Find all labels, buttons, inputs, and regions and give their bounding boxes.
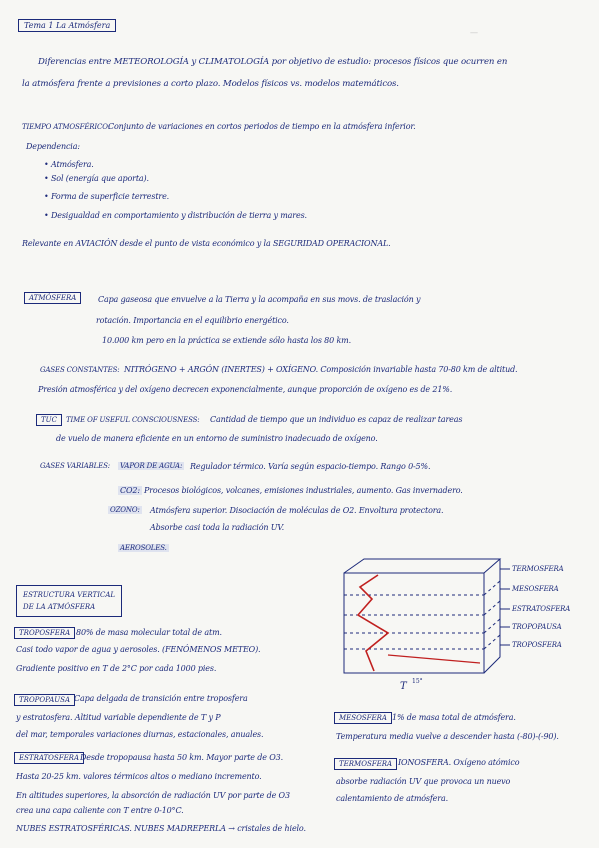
dependencia-label: Dependencia: bbox=[26, 142, 80, 151]
troposfera-label: TROPOSFERA bbox=[14, 627, 75, 639]
atmosfera-label: ATMÓSFERA bbox=[24, 292, 81, 304]
tuc-term: TIME OF USEFUL CONSCIOUSNESS: bbox=[66, 416, 200, 424]
list-item: • Sol (energía que aporta). bbox=[44, 174, 149, 183]
estructura-heading-line-2: DE LA ATMÓSFERA bbox=[23, 603, 96, 611]
ozono-line-2: Absorbe casi toda la radiación UV. bbox=[150, 523, 284, 532]
ozono-line-1: Atmósfera superior. Disociación de moléculas de O2. Envoltura protectora. bbox=[150, 506, 444, 515]
diagram-label-estratosfera: ESTRATOSFERA bbox=[512, 605, 571, 613]
tuc-label: TUC bbox=[36, 414, 62, 426]
gases-line-2: Presión atmosférica y del oxígeno decrecen exponencialmente, aunque proporción de oxígeno es de 21%. bbox=[38, 385, 453, 394]
list-item: • Atmósfera. bbox=[44, 160, 94, 169]
relevancia-text: Relevante en AVIACIÓN desde el punto de vista económico y la SEGURIDAD OPERACIONAL. bbox=[22, 239, 391, 248]
estructura-heading bbox=[16, 585, 122, 617]
temperature-profile-tick bbox=[388, 655, 480, 663]
diagram-label-tropopausa: TROPOPAUSA bbox=[512, 623, 562, 631]
me-line-2: Temperatura media vuelve a descender hasta (-80)-(-90). bbox=[336, 732, 559, 741]
estratosfera-label: ESTRATOSFERA bbox=[14, 752, 84, 764]
termosfera-label: TERMOSFERA bbox=[334, 758, 397, 770]
tropo-line-3: Gradiente positivo en T de 2°C por cada 1000 pies. bbox=[16, 664, 217, 673]
es-line-4: crea una capa caliente con T entre 0-10°C. bbox=[16, 806, 184, 815]
tuc-line-2: de vuelo de manera eficiente en un entorno de suministro inadecuado de oxígeno. bbox=[56, 434, 378, 443]
ozono-label: OZONO: bbox=[110, 506, 140, 514]
es-line-5: NUBES ESTRATOSFÉRICAS. NUBES MADREPERLA → cristales de hielo. bbox=[16, 824, 306, 833]
es-line-2: Hasta 20-25 km. valores térmicos altos o mediano incremento. bbox=[16, 772, 262, 781]
es-line-3: En altitudes superiores, la absorción de radiación UV por parte de O3 bbox=[16, 791, 290, 800]
tropo-line-1: 80% de masa molecular total de atm. bbox=[76, 628, 222, 637]
tiempo-definition: Conjunto de variaciones en cortos periodos de tiempo en la atmósfera inferior. bbox=[108, 122, 416, 131]
intro-line-1: Diferencias entre METEOROLOGÍA y CLIMATOLOGÍA por objetivo de estudio: procesos físicos que ocurren en bbox=[38, 57, 508, 67]
tuc-line-1: Cantidad de tiempo que un individuo es capaz de realizar tareas bbox=[210, 415, 463, 424]
mesosfera-label: MESOSFERA bbox=[334, 712, 392, 724]
diagram-side-face bbox=[484, 559, 500, 673]
gases-label: GASES CONSTANTES: bbox=[40, 366, 120, 374]
me-line-1: 1% de masa total de atmósfera. bbox=[392, 713, 516, 722]
diagram-top-face bbox=[344, 559, 500, 573]
atmosfera-line-2: rotación. Importancia en el equilibrio energético. bbox=[96, 316, 289, 325]
bleed-through-text: — bbox=[470, 28, 478, 37]
temperature-profile-line bbox=[358, 575, 388, 671]
diagram-label-troposfera: TROPOSFERA bbox=[512, 641, 562, 649]
tp-line-2: y estratosfera. Altitud variable dependiente de T y P bbox=[16, 713, 221, 722]
gases-line-1: NITRÓGENO + ARGÓN (INERTES) + OXÍGENO. Composición invariable hasta 70-80 km de altitud. bbox=[124, 365, 518, 374]
atmosfera-line-1: Capa gaseosa que envuelve a la Tierra y la acompaña en sus movs. de traslación y bbox=[98, 295, 421, 304]
intro-line-2: la atmósfera frente a previsiones a corto plazo. Modelos físicos vs. modelos matemáticos. bbox=[22, 79, 399, 89]
te-line-2: absorbe radiación UV que provoca un nuevo bbox=[336, 777, 511, 786]
diagram-t-unit: 15° bbox=[412, 678, 423, 685]
list-item: • Forma de superficie terrestre. bbox=[44, 192, 170, 201]
diagram-t-label: T bbox=[400, 681, 407, 692]
variables-label: GASES VARIABLES: bbox=[40, 462, 110, 470]
co2-text: Procesos biológicos, volcanes, emisiones industriales, aumento. Gas invernadero. bbox=[144, 486, 463, 495]
diagram-layer-lines bbox=[344, 581, 500, 649]
tiempo-label: TIEMPO ATMOSFÉRICO: bbox=[22, 123, 111, 131]
aerosoles-text: AEROSOLES. bbox=[120, 544, 167, 552]
estructura-heading-line-1: ESTRUCTURA VERTICAL bbox=[23, 591, 116, 599]
list-item: • Desigualdad en comportamiento y distribución de tierra y mares. bbox=[44, 211, 307, 220]
tropopausa-label: TROPOPAUSA bbox=[14, 694, 75, 706]
page-title: Tema 1 La Atmósfera bbox=[18, 19, 116, 32]
vapor-text: Regulador térmico. Varía según espacio-tiempo. Rango 0-5%. bbox=[190, 462, 431, 471]
tp-line-3: del mar, temporales variaciones diurnas, estacionales, anuales. bbox=[16, 730, 264, 739]
es-line-1: Desde tropopausa hasta 50 km. Mayor parte de O3. bbox=[80, 753, 283, 762]
diagram-label-mesosfera: MESOSFERA bbox=[512, 585, 559, 593]
tp-line-1: Capa delgada de transición entre troposfera bbox=[74, 694, 248, 703]
te-line-1: IONOSFERA. Oxígeno atómico bbox=[398, 758, 520, 767]
atmosfera-line-3: 10.000 km pero en la práctica se extiende sólo hasta los 80 km. bbox=[102, 336, 351, 345]
vapor-label: VAPOR DE AGUA: bbox=[120, 462, 183, 470]
te-line-3: calentamiento de atmósfera. bbox=[336, 794, 448, 803]
diagram-label-termosfera: TERMOSFERA bbox=[512, 565, 564, 573]
diagram-front-face bbox=[344, 573, 484, 673]
co2-label: CO2: bbox=[120, 486, 140, 495]
tropo-line-2: Casi todo vapor de agua y aerosoles. (FENÓMENOS METEO). bbox=[16, 645, 261, 654]
